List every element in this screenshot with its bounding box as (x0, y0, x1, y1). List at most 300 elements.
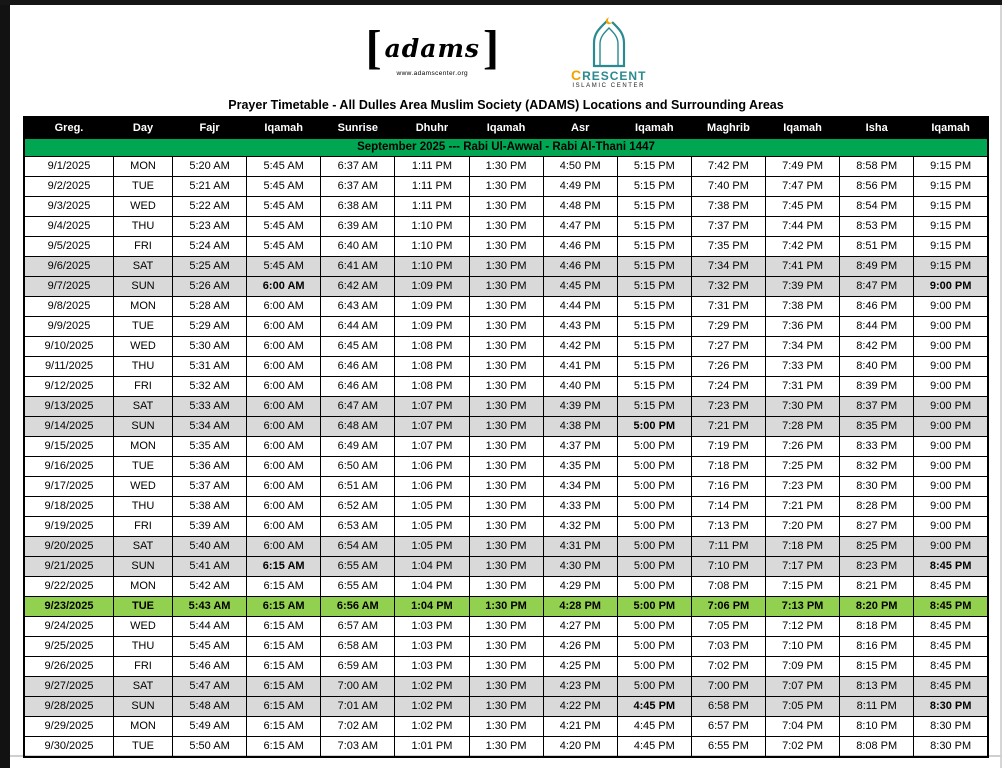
table-row (24, 157, 988, 177)
time-cell: 5:45 AM (247, 157, 321, 177)
time-cell: 1:30 PM (469, 257, 543, 277)
time-cell: 5:00 PM (617, 677, 691, 697)
time-cell: 9:15 PM (914, 197, 988, 217)
time-cell: 7:19 PM (691, 437, 765, 457)
time-cell: 6:47 AM (321, 397, 395, 417)
time-cell: 7:42 PM (691, 157, 765, 177)
time-cell: 8:30 PM (914, 697, 988, 717)
time-cell: 1:30 PM (469, 317, 543, 337)
time-cell: 7:11 PM (691, 537, 765, 557)
day-cell: FRI (114, 517, 173, 537)
time-cell: 7:12 PM (766, 617, 840, 637)
time-cell: 7:25 PM (766, 457, 840, 477)
crescent-logo (571, 16, 646, 89)
time-cell: 4:49 PM (543, 177, 617, 197)
time-cell: 7:21 PM (691, 417, 765, 437)
time-cell: 7:33 PM (766, 357, 840, 377)
time-cell: 1:30 PM (469, 677, 543, 697)
table-row (24, 577, 988, 597)
time-cell: 5:43 AM (173, 597, 247, 617)
time-cell: 6:43 AM (321, 297, 395, 317)
time-cell: 4:45 PM (617, 697, 691, 717)
time-cell: 1:05 PM (395, 517, 469, 537)
date-cell: 9/13/2025 (24, 397, 114, 417)
time-cell: 6:37 AM (321, 157, 395, 177)
column-header: Iqamah (914, 117, 988, 139)
day-cell: FRI (114, 377, 173, 397)
day-cell: WED (114, 617, 173, 637)
day-cell: SUN (114, 417, 173, 437)
time-cell: 8:13 PM (840, 677, 914, 697)
time-cell: 6:15 AM (247, 557, 321, 577)
table-row (24, 217, 988, 237)
time-cell: 4:23 PM (543, 677, 617, 697)
time-cell: 5:20 AM (173, 157, 247, 177)
time-cell: 6:44 AM (321, 317, 395, 337)
time-cell: 1:30 PM (469, 477, 543, 497)
time-cell: 1:03 PM (395, 637, 469, 657)
time-cell: 1:30 PM (469, 337, 543, 357)
time-cell: 1:05 PM (395, 497, 469, 517)
time-cell: 5:21 AM (173, 177, 247, 197)
date-cell: 9/17/2025 (24, 477, 114, 497)
time-cell: 6:00 AM (247, 517, 321, 537)
adams-url: www.adamscenter.org (396, 70, 469, 77)
time-cell: 4:27 PM (543, 617, 617, 637)
time-cell: 6:15 AM (247, 697, 321, 717)
date-cell: 9/14/2025 (24, 417, 114, 437)
date-cell: 9/6/2025 (24, 257, 114, 277)
date-cell: 9/24/2025 (24, 617, 114, 637)
time-cell: 8:33 PM (840, 437, 914, 457)
document (10, 5, 1002, 758)
day-cell: FRI (114, 657, 173, 677)
table-row (24, 597, 988, 617)
time-cell: 6:55 PM (691, 737, 765, 758)
time-cell: 5:15 PM (617, 237, 691, 257)
page-title: Prayer Timetable - All Dulles Area Muslim Society (ADAMS) Locations and Surrounding Areas (228, 98, 784, 112)
table-row (24, 437, 988, 457)
time-cell: 1:30 PM (469, 377, 543, 397)
time-cell: 1:30 PM (469, 177, 543, 197)
time-cell: 8:51 PM (840, 237, 914, 257)
time-cell: 7:28 PM (766, 417, 840, 437)
date-cell: 9/4/2025 (24, 217, 114, 237)
time-cell: 1:30 PM (469, 197, 543, 217)
time-cell: 1:08 PM (395, 357, 469, 377)
time-cell: 6:41 AM (321, 257, 395, 277)
day-cell: THU (114, 637, 173, 657)
time-cell: 8:37 PM (840, 397, 914, 417)
time-cell: 7:03 PM (691, 637, 765, 657)
time-cell: 6:15 AM (247, 737, 321, 758)
day-cell: SUN (114, 557, 173, 577)
day-cell: TUE (114, 457, 173, 477)
time-cell: 7:38 PM (691, 197, 765, 217)
time-cell: 1:03 PM (395, 657, 469, 677)
day-cell: SAT (114, 397, 173, 417)
crescent-initial: C (570, 66, 583, 83)
time-cell: 6:57 PM (691, 717, 765, 737)
time-cell: 1:07 PM (395, 437, 469, 457)
day-cell: SUN (114, 277, 173, 297)
time-cell: 5:29 AM (173, 317, 247, 337)
time-cell: 9:00 PM (914, 317, 988, 337)
date-cell: 9/8/2025 (24, 297, 114, 317)
time-cell: 7:04 PM (766, 717, 840, 737)
time-cell: 1:30 PM (469, 577, 543, 597)
time-cell: 9:15 PM (914, 257, 988, 277)
table-row (24, 177, 988, 197)
time-cell: 5:28 AM (173, 297, 247, 317)
time-cell: 1:06 PM (395, 477, 469, 497)
time-cell: 7:15 PM (766, 577, 840, 597)
time-cell: 5:15 PM (617, 377, 691, 397)
time-cell: 5:46 AM (173, 657, 247, 677)
table-row (24, 637, 988, 657)
table-row (24, 337, 988, 357)
time-cell: 4:33 PM (543, 497, 617, 517)
time-cell: 8:30 PM (914, 737, 988, 758)
time-cell: 1:30 PM (469, 697, 543, 717)
day-cell: MON (114, 717, 173, 737)
time-cell: 1:30 PM (469, 297, 543, 317)
day-cell: SUN (114, 697, 173, 717)
time-cell: 5:26 AM (173, 277, 247, 297)
date-cell: 9/1/2025 (24, 157, 114, 177)
time-cell: 7:20 PM (766, 517, 840, 537)
time-cell: 1:10 PM (395, 257, 469, 277)
time-cell: 1:30 PM (469, 517, 543, 537)
time-cell: 5:15 PM (617, 297, 691, 317)
table-row (24, 417, 988, 437)
time-cell: 7:32 PM (691, 277, 765, 297)
time-cell: 6:54 AM (321, 537, 395, 557)
table-row (24, 477, 988, 497)
time-cell: 5:39 AM (173, 517, 247, 537)
date-cell: 9/10/2025 (24, 337, 114, 357)
time-cell: 6:00 AM (247, 297, 321, 317)
time-cell: 6:50 AM (321, 457, 395, 477)
time-cell: 8:45 PM (914, 657, 988, 677)
table-row (24, 317, 988, 337)
time-cell: 8:53 PM (840, 217, 914, 237)
time-cell: 7:27 PM (691, 337, 765, 357)
time-cell: 6:58 AM (321, 637, 395, 657)
table-row (24, 557, 988, 577)
time-cell: 6:00 AM (247, 277, 321, 297)
time-cell: 9:00 PM (914, 337, 988, 357)
time-cell: 9:00 PM (914, 457, 988, 477)
time-cell: 4:20 PM (543, 737, 617, 758)
date-cell: 9/5/2025 (24, 237, 114, 257)
time-cell: 7:13 PM (691, 517, 765, 537)
time-cell: 5:34 AM (173, 417, 247, 437)
day-cell: WED (114, 337, 173, 357)
time-cell: 8:47 PM (840, 277, 914, 297)
time-cell: 1:09 PM (395, 297, 469, 317)
table-row (24, 457, 988, 477)
time-cell: 7:23 PM (766, 477, 840, 497)
table-row (24, 357, 988, 377)
time-cell: 8:11 PM (840, 697, 914, 717)
time-cell: 1:30 PM (469, 237, 543, 257)
crescent-name (570, 66, 647, 83)
date-cell: 9/16/2025 (24, 457, 114, 477)
time-cell: 9:00 PM (914, 497, 988, 517)
time-cell: 7:16 PM (691, 477, 765, 497)
time-cell: 1:07 PM (395, 417, 469, 437)
time-cell: 7:02 AM (321, 717, 395, 737)
time-cell: 7:34 PM (766, 337, 840, 357)
table-row (24, 237, 988, 257)
date-cell: 9/12/2025 (24, 377, 114, 397)
time-cell: 7:49 PM (766, 157, 840, 177)
time-cell: 1:30 PM (469, 717, 543, 737)
day-cell: MON (114, 437, 173, 457)
time-cell: 6:40 AM (321, 237, 395, 257)
time-cell: 4:31 PM (543, 537, 617, 557)
time-cell: 1:05 PM (395, 537, 469, 557)
crescent-name-rest: RESCENT (582, 68, 647, 83)
table-row (24, 517, 988, 537)
column-header: Fajr (173, 117, 247, 139)
day-cell: SAT (114, 257, 173, 277)
time-cell: 6:53 AM (321, 517, 395, 537)
logo-row (10, 5, 1002, 97)
date-cell: 9/2/2025 (24, 177, 114, 197)
time-cell: 5:50 AM (173, 737, 247, 758)
time-cell: 5:15 PM (617, 157, 691, 177)
adams-logo (365, 21, 499, 77)
time-cell: 4:43 PM (543, 317, 617, 337)
time-cell: 8:27 PM (840, 517, 914, 537)
time-cell: 4:41 PM (543, 357, 617, 377)
time-cell: 6:00 AM (247, 477, 321, 497)
date-cell: 9/21/2025 (24, 557, 114, 577)
time-cell: 6:56 AM (321, 597, 395, 617)
day-cell: THU (114, 217, 173, 237)
column-header: Iqamah (469, 117, 543, 139)
time-cell: 1:04 PM (395, 577, 469, 597)
time-cell: 8:30 PM (840, 477, 914, 497)
month-banner: September 2025 --- Rabi Ul-Awwal - Rabi Al-Thani 1447 (24, 139, 988, 157)
time-cell: 4:30 PM (543, 557, 617, 577)
time-cell: 8:15 PM (840, 657, 914, 677)
time-cell: 4:45 PM (617, 737, 691, 758)
time-cell: 4:37 PM (543, 437, 617, 457)
date-cell: 9/7/2025 (24, 277, 114, 297)
time-cell: 8:32 PM (840, 457, 914, 477)
time-cell: 7:30 PM (766, 397, 840, 417)
column-header-row (24, 117, 988, 139)
time-cell: 9:00 PM (914, 517, 988, 537)
time-cell: 7:26 PM (766, 437, 840, 457)
time-cell: 7:10 PM (766, 637, 840, 657)
time-cell: 4:46 PM (543, 237, 617, 257)
time-cell: 6:15 AM (247, 637, 321, 657)
time-cell: 7:38 PM (766, 297, 840, 317)
day-cell: TUE (114, 317, 173, 337)
time-cell: 1:30 PM (469, 397, 543, 417)
mosque-dome-icon (587, 16, 631, 68)
time-cell: 7:44 PM (766, 217, 840, 237)
time-cell: 6:46 AM (321, 377, 395, 397)
date-cell: 9/23/2025 (24, 597, 114, 617)
time-cell: 5:00 PM (617, 657, 691, 677)
time-cell: 6:57 AM (321, 617, 395, 637)
time-cell: 1:02 PM (395, 697, 469, 717)
time-cell: 6:00 AM (247, 417, 321, 437)
time-cell: 5:45 AM (247, 197, 321, 217)
table-row (24, 497, 988, 517)
date-cell: 9/9/2025 (24, 317, 114, 337)
time-cell: 4:40 PM (543, 377, 617, 397)
date-cell: 9/18/2025 (24, 497, 114, 517)
time-cell: 9:00 PM (914, 277, 988, 297)
time-cell: 5:31 AM (173, 357, 247, 377)
time-cell: 5:00 PM (617, 417, 691, 437)
time-cell: 4:50 PM (543, 157, 617, 177)
day-cell: MON (114, 157, 173, 177)
table-row (24, 397, 988, 417)
table-row (24, 657, 988, 677)
time-cell: 7:36 PM (766, 317, 840, 337)
time-cell: 9:15 PM (914, 237, 988, 257)
time-cell: 5:15 PM (617, 177, 691, 197)
time-cell: 7:26 PM (691, 357, 765, 377)
time-cell: 6:00 AM (247, 357, 321, 377)
column-header: Sunrise (321, 117, 395, 139)
time-cell: 7:13 PM (766, 597, 840, 617)
time-cell: 7:08 PM (691, 577, 765, 597)
column-header: Iqamah (247, 117, 321, 139)
time-cell: 4:35 PM (543, 457, 617, 477)
time-cell: 6:15 AM (247, 717, 321, 737)
time-cell: 5:15 PM (617, 277, 691, 297)
date-cell: 9/27/2025 (24, 677, 114, 697)
time-cell: 4:21 PM (543, 717, 617, 737)
table-row (24, 257, 988, 277)
time-cell: 8:40 PM (840, 357, 914, 377)
table-row (24, 677, 988, 697)
time-cell: 1:04 PM (395, 557, 469, 577)
time-cell: 5:45 AM (247, 257, 321, 277)
time-cell: 8:45 PM (914, 637, 988, 657)
date-cell: 9/15/2025 (24, 437, 114, 457)
time-cell: 5:30 AM (173, 337, 247, 357)
table-row (24, 737, 988, 758)
time-cell: 8:18 PM (840, 617, 914, 637)
time-cell: 4:38 PM (543, 417, 617, 437)
time-cell: 8:23 PM (840, 557, 914, 577)
time-cell: 1:11 PM (395, 197, 469, 217)
day-cell: MON (114, 297, 173, 317)
time-cell: 5:40 AM (173, 537, 247, 557)
time-cell: 1:30 PM (469, 457, 543, 477)
column-header: Greg. (24, 117, 114, 139)
date-cell: 9/30/2025 (24, 737, 114, 758)
time-cell: 9:00 PM (914, 297, 988, 317)
time-cell: 4:42 PM (543, 337, 617, 357)
time-cell: 7:03 AM (321, 737, 395, 758)
day-cell: MON (114, 577, 173, 597)
time-cell: 7:39 PM (766, 277, 840, 297)
time-cell: 6:00 AM (247, 337, 321, 357)
time-cell: 4:25 PM (543, 657, 617, 677)
time-cell: 5:00 PM (617, 577, 691, 597)
day-cell: THU (114, 357, 173, 377)
time-cell: 5:22 AM (173, 197, 247, 217)
time-cell: 6:15 AM (247, 617, 321, 637)
time-cell: 4:34 PM (543, 477, 617, 497)
time-cell: 9:00 PM (914, 437, 988, 457)
adams-bracket-right-icon: ] (482, 21, 499, 74)
time-cell: 4:47 PM (543, 217, 617, 237)
time-cell: 1:30 PM (469, 357, 543, 377)
time-cell: 8:56 PM (840, 177, 914, 197)
time-cell: 6:15 AM (247, 677, 321, 697)
time-cell: 5:23 AM (173, 217, 247, 237)
time-cell: 8:35 PM (840, 417, 914, 437)
time-cell: 1:03 PM (395, 617, 469, 637)
time-cell: 1:30 PM (469, 537, 543, 557)
table-row (24, 277, 988, 297)
time-cell: 6:55 AM (321, 557, 395, 577)
time-cell: 7:00 AM (321, 677, 395, 697)
time-cell: 5:45 AM (173, 637, 247, 657)
crescent-subtitle: ISLAMIC CENTER (572, 82, 646, 89)
time-cell: 5:32 AM (173, 377, 247, 397)
time-cell: 7:00 PM (691, 677, 765, 697)
time-cell: 8:21 PM (840, 577, 914, 597)
table-row (24, 297, 988, 317)
time-cell: 1:02 PM (395, 677, 469, 697)
day-cell: TUE (114, 737, 173, 758)
date-cell: 9/28/2025 (24, 697, 114, 717)
time-cell: 6:48 AM (321, 417, 395, 437)
time-cell: 9:15 PM (914, 157, 988, 177)
day-cell: TUE (114, 597, 173, 617)
column-header: Iqamah (617, 117, 691, 139)
time-cell: 7:42 PM (766, 237, 840, 257)
time-cell: 4:46 PM (543, 257, 617, 277)
time-cell: 5:15 PM (617, 357, 691, 377)
time-cell: 5:15 PM (617, 337, 691, 357)
time-cell: 5:33 AM (173, 397, 247, 417)
time-cell: 6:51 AM (321, 477, 395, 497)
time-cell: 5:00 PM (617, 517, 691, 537)
date-cell: 9/20/2025 (24, 537, 114, 557)
time-cell: 1:06 PM (395, 457, 469, 477)
time-cell: 1:08 PM (395, 377, 469, 397)
time-cell: 6:59 AM (321, 657, 395, 677)
time-cell: 7:18 PM (766, 537, 840, 557)
time-cell: 5:45 AM (247, 237, 321, 257)
time-cell: 7:02 PM (766, 737, 840, 758)
day-cell: THU (114, 497, 173, 517)
table-row (24, 717, 988, 737)
time-cell: 9:00 PM (914, 397, 988, 417)
time-cell: 8:45 PM (914, 577, 988, 597)
scan-edge-top (0, 0, 1002, 5)
time-cell: 6:37 AM (321, 177, 395, 197)
time-cell: 9:00 PM (914, 357, 988, 377)
day-cell: WED (114, 197, 173, 217)
time-cell: 8:49 PM (840, 257, 914, 277)
time-cell: 1:30 PM (469, 157, 543, 177)
time-cell: 7:45 PM (766, 197, 840, 217)
